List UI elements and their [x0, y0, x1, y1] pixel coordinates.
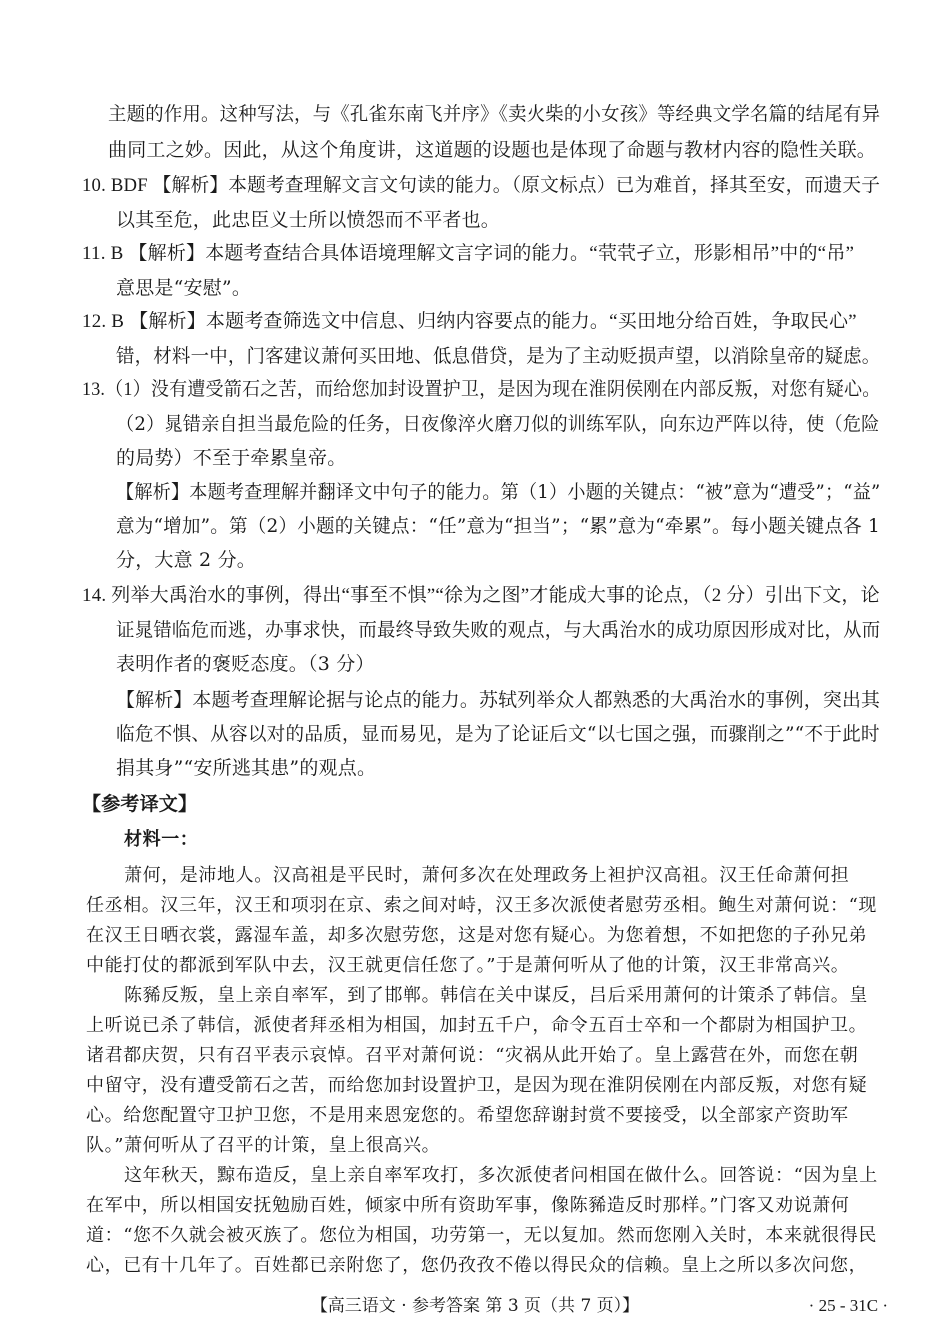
- analysis-13: 【解析】本题考查理解并翻译文中句子的能力。第（1）小题的关键点：“被”意为“遭受”；“益”: [116, 481, 881, 503]
- text-line: 临危不惧、从容以对的品质，显而易见，是为了论证后文“以七国之强，而骤削之”“不于此时: [116, 723, 880, 745]
- answer-13: 13.（1）没有遭受箭石之苦，而给您加封设置护卫，是因为现在淮阴侯刚在内部反叛，对您有疑心。: [82, 379, 881, 400]
- text-line: 分，大意 2 分。: [116, 549, 256, 571]
- text-line: 道：“您不久就会被灭族了。您位为相国，功劳第一，无以复加。然而您刚入关时，本来就很得民: [86, 1225, 877, 1246]
- analysis-14: 【解析】本题考查理解论据与论点的能力。苏轼列举众人都熟悉的大禹治水的事例，突出其: [116, 689, 881, 711]
- text-line: 队。”萧何听从了召平的计策，皇上很高兴。: [86, 1135, 441, 1156]
- text-line: 在汉王日晒衣裳，露湿车盖，却多次慰劳您，这是对您有疑心。为您着想，不如把您的子孙兄弟: [86, 925, 868, 946]
- reference-translation-heading: 【参考译文】: [82, 793, 198, 815]
- text-line: 这年秋天，黥布造反，皇上亲自率军攻打，多次派使者问相国在做什么。回答说：“因为皇上: [124, 1165, 878, 1186]
- page-footer: 【高三语文 · 参考答案 第 3 页（共 7 页）】: [310, 1296, 640, 1316]
- material-one-label: 材料一：: [124, 829, 199, 850]
- text-line: 以其至危，此忠臣义士所以愤怨而不平者也。: [116, 209, 501, 231]
- text-line: 证晁错临危而逃，办事求快，而最终导致失败的观点，与大禹治水的成功原因形成对比，从而: [116, 619, 881, 641]
- answer-11: 11. B 【解析】本题考查结合具体语境理解文言字词的能力。“茕茕孑立，形影相吊”中的“吊”: [82, 243, 855, 264]
- text-line: 上听说已杀了韩信，派使者拜丞相为相国，加封五千户，命令五百士卒和一个都尉为相国护卫。: [86, 1015, 868, 1036]
- text-line: 意思是“安慰”。: [116, 277, 252, 299]
- text-line: 错，材料一中，门客建议萧何买田地、低息借贷，是为了主动贬损声望，以消除皇帝的疑虑。: [116, 345, 881, 367]
- text-line: 中能打仗的都派到军队中去，汉王就更信任您了。”于是萧何听从了他的计策，汉王非常高兴。: [86, 955, 850, 976]
- text-line: 意为“增加”。第（2）小题的关键点：“任”意为“担当”；“累”意为“牵累”。每小题关键点各 1: [116, 515, 880, 537]
- text-line: 心，已有十几年了。百姓都已亲附您了，您仍孜孜不倦以得民众的信赖。皇上之所以多次问您，: [86, 1255, 868, 1276]
- text-line: 中留守，没有遭受箭石之苦，而给您加封设置护卫，是因为现在淮阴侯刚在内部反叛，对您有疑: [86, 1075, 868, 1096]
- answer-14: 14. 列举大禹治水的事例，得出“事至不惧”“徐为之图”才能成大事的论点，（2 分）引出下文，论: [82, 585, 880, 606]
- text-line: 陈豨反叛，皇上亲自率军，到了邯郸。韩信在关中谋反，吕后采用萧何的计策杀了韩信。皇: [124, 985, 868, 1006]
- text-line: 任丞相。汉三年，汉王和项羽在京、索之间对峙，汉王多次派使者慰劳丞相。鲍生对萧何说：“现: [86, 895, 877, 916]
- text-line: 萧何，是沛地人。汉高祖是平民时，萧何多次在处理政务上袒护汉高祖。汉王任命萧何担: [124, 865, 850, 886]
- text-line: 心。给您配置守卫护卫您，不是用来恩宠您的。希望您辞谢封赏不要接受，以全部家产资助军: [86, 1105, 849, 1126]
- text-line: 曲同工之妙。因此，从这个角度讲，这道题的设题也是体现了命题与教材内容的隐性关联。: [108, 139, 877, 161]
- answer-12: 12. B 【解析】本题考查筛选文中信息、归纳内容要点的能力。“买田地分给百姓，争取民心”: [82, 311, 857, 332]
- text-line: 诸君都庆贺，只有召平表示哀悼。召平对萧何说：“灾祸从此开始了。皇上露营在外，而您在朝: [86, 1045, 859, 1066]
- document-code: · 25 - 31C ·: [808, 1296, 888, 1315]
- text-line: 表明作者的褒贬态度。（3 分）: [116, 653, 375, 675]
- text-line: 主题的作用。这种写法，与《孔雀东南飞并序》《卖火柴的小女孩》等经典文学名篇的结尾有异: [108, 103, 881, 125]
- text-line: 的局势）不至于牵累皇帝。: [116, 447, 347, 469]
- text-line: 捐其身”“安所逃其患”的观点。: [116, 757, 377, 779]
- answer-10: 10. BDF 【解析】本题考查理解文言文句读的能力。（原文标点）已为难首，择其至安，而遗天子: [82, 175, 881, 196]
- text-line: 在军中，所以相国安抚勉励百姓，倾家中所有资助军事，像陈豨造反时那样。”门客又劝说萧何: [86, 1195, 850, 1216]
- text-line: （2）晁错亲自担当最危险的任务，日夜像淬火磨刀似的训练军队，向东边严阵以待，使（危险: [116, 413, 880, 435]
